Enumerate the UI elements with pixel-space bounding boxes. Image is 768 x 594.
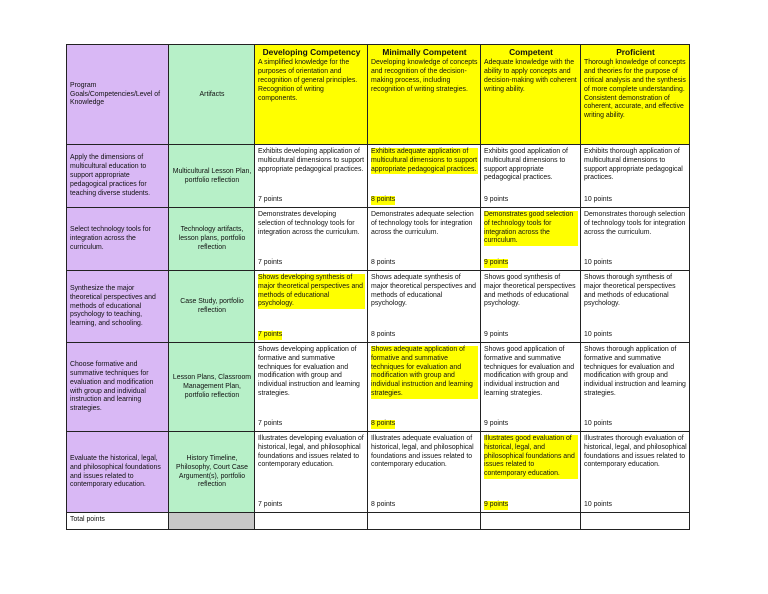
points-label: 10 points	[584, 420, 612, 428]
points-label: 8 points	[371, 259, 396, 267]
artifact-cell: Lesson Plans, Classroom Management Plan, portfolio reflection	[169, 343, 255, 432]
criterion-text: Illustrates developing evaluation of historical, legal, and philosophical foundations and issues related to contemporary education.	[258, 435, 364, 469]
criterion-text: Illustrates good evaluation of historical, legal, and philosophical foundations and issues related to contemporary education.	[484, 435, 578, 479]
criterion-text: Shows developing synthesis of major theoretical perspectives and methods of educational psychology.	[258, 274, 365, 309]
points-label: 7 points	[258, 501, 283, 509]
criterion-text: Shows developing application of formative and summative techniques for evaluation and modification with group and individual instruction and learning strategies.	[258, 346, 360, 398]
table-row	[67, 208, 690, 271]
score-cell	[255, 271, 368, 343]
score-cell	[581, 432, 690, 513]
level-proficient	[581, 45, 690, 145]
goal-cell: Apply the dimensions of multicultural education to support appropriate pedagogical practices for teaching diverse students.	[67, 145, 169, 208]
points-label: 10 points	[584, 196, 612, 204]
criterion-text: Shows adequate synthesis of major theoretical perspectives and methods of educational psychology.	[371, 274, 476, 308]
score-cell	[368, 432, 481, 513]
criterion-text: Shows good synthesis of major theoretical perspectives and methods of educational psychology.	[484, 274, 576, 308]
table-row	[67, 271, 690, 343]
score-cell	[581, 208, 690, 271]
table-row	[67, 432, 690, 513]
score-cell	[581, 271, 690, 343]
level-description: A simplified knowledge for the purposes of orientation and recognition of general principles. Recognition of writing components.	[258, 59, 358, 102]
score-cell	[368, 145, 481, 208]
points-label: 9 points	[484, 259, 509, 267]
level-description: Adequate knowledge with the ability to apply concepts and decision-making with coherent writing ability.	[484, 59, 577, 93]
points-label: 9 points	[484, 420, 509, 428]
points-label: 10 points	[584, 259, 612, 267]
points-label: 9 points	[484, 331, 509, 339]
score-cell	[581, 343, 690, 432]
total-row	[67, 513, 690, 530]
score-cell	[255, 208, 368, 271]
level-developing	[255, 45, 368, 145]
score-cell	[368, 343, 481, 432]
criterion-text: Exhibits thorough application of multicultural dimensions to support appropriate pedagogical practices.	[584, 148, 683, 182]
points-label: 9 points	[484, 501, 509, 509]
points-label: 7 points	[258, 259, 283, 267]
criterion-text: Illustrates thorough evaluation of historical, legal, and philosophical foundations and issues related to contemporary education.	[584, 435, 687, 469]
level-title: Competent	[509, 47, 553, 57]
goal-cell: Evaluate the historical, legal, and philosophical foundations and issues related to contemporary education.	[67, 432, 169, 513]
goal-cell: Choose formative and summative techniques for evaluation and modification with group and individual instruction and learning strategies.	[67, 343, 169, 432]
criterion-text: Exhibits developing application of multicultural dimensions to support appropriate pedagogical practices.	[258, 148, 365, 173]
score-cell	[481, 271, 581, 343]
points-label: 7 points	[258, 420, 283, 428]
total-cell	[481, 513, 581, 530]
total-cell	[368, 513, 481, 530]
points-label: 9 points	[484, 196, 509, 204]
level-title: Proficient	[616, 47, 655, 57]
criterion-text: Demonstrates good selection of technology tools for integration across the curriculum.	[484, 211, 578, 246]
score-cell	[255, 145, 368, 208]
score-cell	[581, 145, 690, 208]
table-row	[67, 343, 690, 432]
criterion-text: Exhibits good application of multicultural dimensions to support appropriate pedagogical practices.	[484, 148, 568, 182]
criterion-text: Shows adequate application of formative and summative techniques for evaluation and modification with group and individual instruction and learning strategies.	[371, 346, 478, 399]
score-cell	[481, 208, 581, 271]
criterion-text: Demonstrates developing selection of technology tools for integration across the curriculum.	[258, 211, 360, 236]
criterion-text: Demonstrates adequate selection of technology tools for integration across the curriculum.	[371, 211, 474, 236]
level-competent	[481, 45, 581, 145]
score-cell	[368, 271, 481, 343]
criterion-text: Demonstrates thorough selection of technology tools for integration across the curriculum.	[584, 211, 686, 236]
points-label: 10 points	[584, 501, 612, 509]
score-cell	[255, 343, 368, 432]
goal-cell: Synthesize the major theoretical perspectives and methods of educational psychology to teaching, learning, and schooling.	[67, 271, 169, 343]
score-cell	[255, 432, 368, 513]
artifact-cell: Case Study, portfolio reflection	[169, 271, 255, 343]
criterion-text: Exhibits adequate application of multicultural dimensions to support appropriate pedagogical practices.	[371, 148, 478, 173]
artifact-cell: History Timeline, Philosophy, Court Case Argument(s), portfolio reflection	[169, 432, 255, 513]
points-label: 10 points	[584, 331, 612, 339]
points-label: 8 points	[371, 331, 396, 339]
rubric-table	[66, 44, 690, 530]
goal-cell: Select technology tools for integration across the curriculum.	[67, 208, 169, 271]
points-label: 7 points	[258, 331, 283, 339]
goals-header: Program Goals/Competencies/Level of Knowledge	[67, 45, 169, 145]
table-row	[67, 145, 690, 208]
header-row	[67, 45, 690, 145]
score-cell	[481, 145, 581, 208]
score-cell	[368, 208, 481, 271]
level-title: Minimally Competent	[382, 47, 467, 57]
level-description: Developing knowledge of concepts and recognition of the decision-making process, including recognition of writing strategies.	[371, 59, 478, 93]
level-description: Thorough knowledge of concepts and theories for the purpose of critical analysis and the synthesis of more complete understanding. Consistent demonstration of coherent, accurate, and effective writing ability.	[584, 59, 686, 120]
total-cell	[581, 513, 690, 530]
score-cell	[481, 432, 581, 513]
points-label: 7 points	[258, 196, 283, 204]
level-title: Developing Competency	[262, 47, 361, 57]
total-cell	[255, 513, 368, 530]
criterion-text: Shows thorough application of formative and summative techniques for evaluation and modification with group and individual instruction and learning strategies.	[584, 346, 686, 398]
total-artifact-blank	[169, 513, 255, 530]
points-label: 8 points	[371, 501, 396, 509]
score-cell	[481, 343, 581, 432]
artifact-cell: Technology artifacts, lesson plans, portfolio reflection	[169, 208, 255, 271]
criterion-text: Shows good application of formative and summative techniques for evaluation and modification with group and individual instruction and learning strategies.	[484, 346, 575, 398]
criterion-text: Illustrates adequate evaluation of historical, legal, and philosophical foundations and issues related to contemporary education.	[371, 435, 474, 469]
criterion-text: Shows thorough synthesis of major theoretical perspectives and methods of educational psychology.	[584, 274, 676, 308]
total-label: Total points	[67, 513, 169, 530]
points-label: 8 points	[371, 196, 396, 204]
artifacts-header: Artifacts	[169, 45, 255, 145]
artifact-cell: Multicultural Lesson Plan, portfolio reflection	[169, 145, 255, 208]
level-minimally-competent	[368, 45, 481, 145]
points-label: 8 points	[371, 420, 396, 428]
